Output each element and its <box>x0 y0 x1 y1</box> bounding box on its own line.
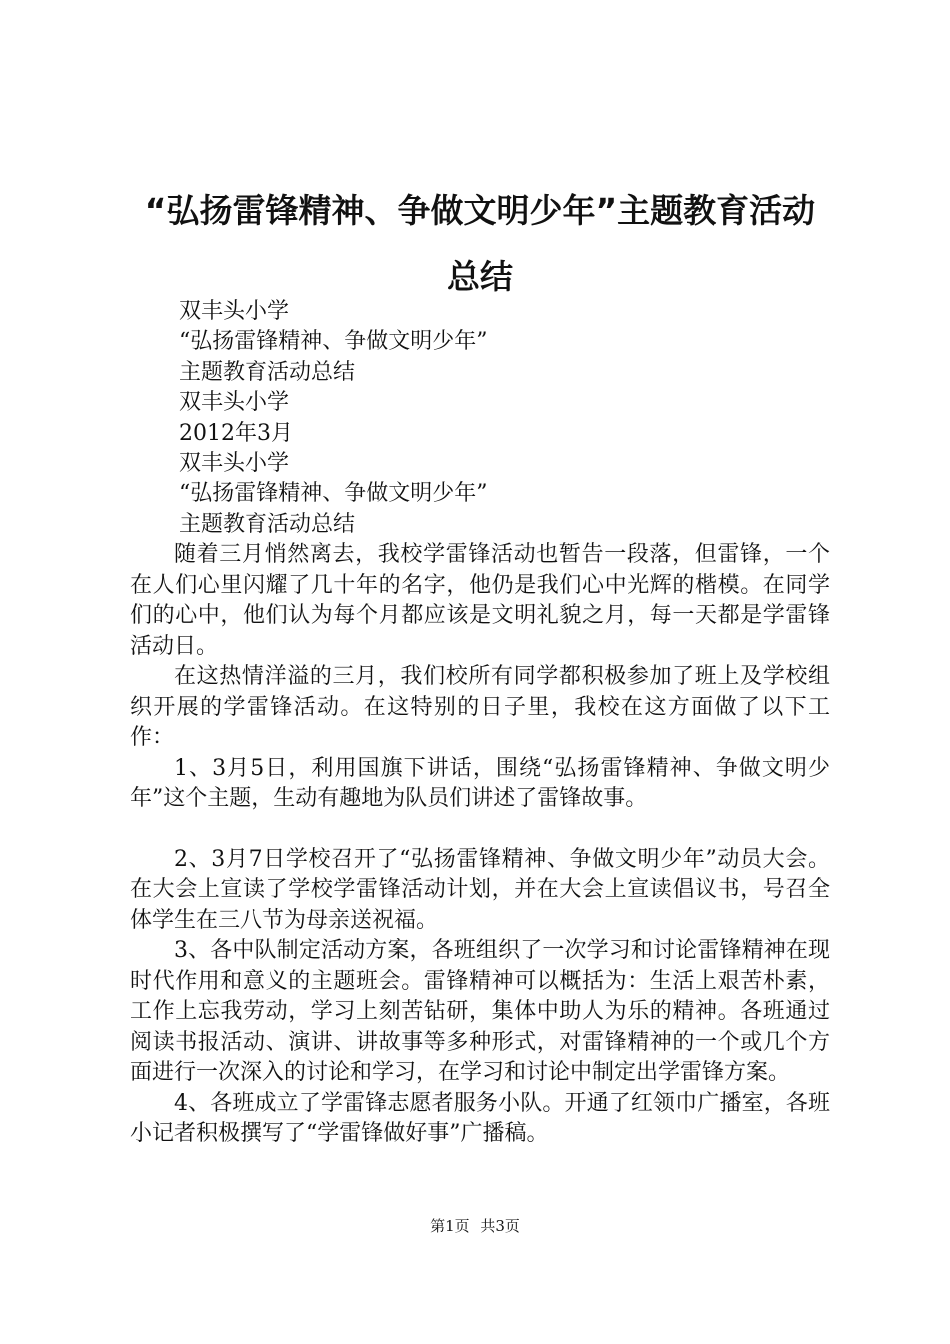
page-total: 共3页 <box>480 1217 520 1235</box>
document-title: “弘扬雷锋精神、争做文明少年”主题教育活动总结 <box>144 191 816 296</box>
document-body <box>130 540 830 1150</box>
document-meta-block <box>179 297 488 540</box>
page-footer <box>0 1216 950 1236</box>
paragraph: 在这热情洋溢的三月，我们校所有同学都积极参加了班上及学校组织开展的学雷锋活动。在这特别的日子里，我校在这方面做了以下工作： <box>130 664 830 750</box>
meta-line: 双丰头小学 <box>179 451 290 477</box>
paragraph: 4、各班成立了学雷锋志愿者服务小队。开通了红领巾广播室，各班小记者积极撰写了“学雷锋做好事”广播稿。 <box>130 1090 830 1146</box>
meta-line: 主题教育活动总结 <box>179 511 356 537</box>
meta-line: 双丰头小学 <box>179 299 290 324</box>
meta-line: “弘扬雷锋精神、争做文明少年” <box>179 481 488 507</box>
paragraph: 3、各中队制定活动方案，各班组织了一次学习和讨论雷锋精神在现时代作用和意义的主题班会。雷锋精神可以概括为：生活上艰苦朴素，工作上忘我劳动，学习上刻苦钻研，集体中助人为乐的精神。各班通过阅读书报活动、演讲、讲故事等多种形式，对雷锋精神的一个或几个方面进行一次深入的讨论和学习，在学习和讨论中制定出学雷锋方案。 <box>130 938 830 1085</box>
meta-line: 2012年3月 <box>179 420 293 446</box>
paragraph: 2、3月7日学校召开了“弘扬雷锋精神、争做文明少年”动员大会。在大会上宣读了学校学雷锋活动计划，并在大会上宣读倡议书，号召全体学生在三八节为母亲送祝福。 <box>130 846 830 933</box>
paragraph: 随着三月悄然离去，我校学雷锋活动也暂告一段落，但雷锋，一个在人们心里闪耀了几十年的名字，他仍是我们心中光辉的楷模。在同学们的心中，他们认为每个月都应该是文明礼貌之月，每一天都是学雷锋活动日。 <box>130 542 830 659</box>
paragraph: 1、3月5日，利用国旗下讲话，围绕“弘扬雷锋精神、争做文明少年”这个主题，生动有趣地为队员们讲述了雷锋故事。 <box>130 755 830 811</box>
page-number: 第1页 <box>430 1217 470 1235</box>
meta-line: “弘扬雷锋精神、争做文明少年” <box>179 329 488 355</box>
meta-line: 双丰头小学 <box>179 390 290 416</box>
meta-line: 主题教育活动总结 <box>179 359 356 385</box>
